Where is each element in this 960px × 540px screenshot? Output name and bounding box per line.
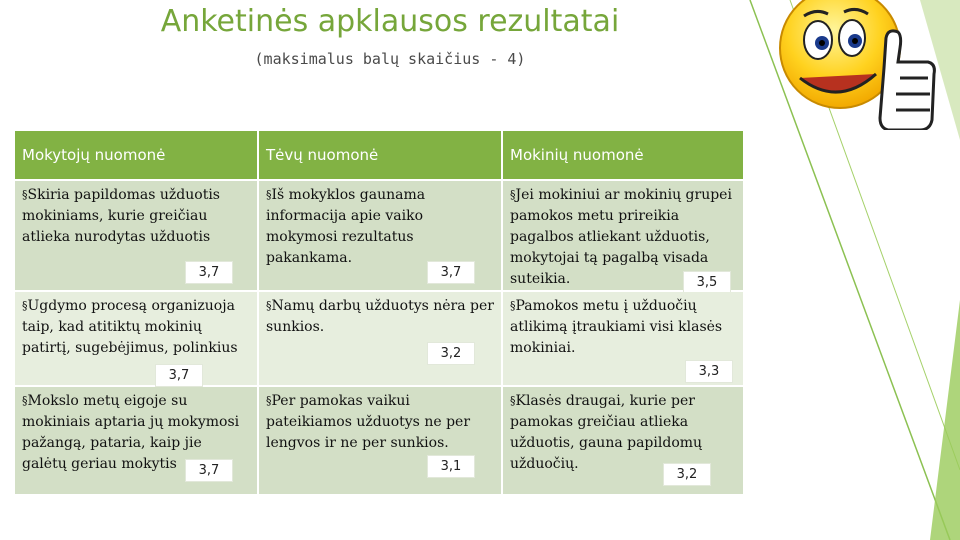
table-cell [15,181,259,292]
statement-text: Iš mokyklos gaunama informacija apie vaiko mokymosi rezultatus pakankama. [266,187,426,266]
statement-text: Namų darbų užduotys nėra per sunkios. [266,298,494,335]
table-cell [15,387,259,496]
score-badge: 3,2 [427,342,475,365]
statement-text: Per pamokas vaikui pateikiamos užduotys ne per lengvos ir ne per sunkios. [266,393,471,451]
results-table [15,131,745,496]
page-subtitle: (maksimalus balų skaičius - 4) [254,50,526,68]
bullet-icon: § [22,299,28,312]
table-cell [503,181,745,292]
bullet-icon: § [266,394,272,407]
score-badge: 3,7 [185,261,233,284]
table-cell [259,292,503,387]
bullet-icon: § [510,394,516,407]
score-badge: 3,1 [427,455,475,478]
score-badge: 3,7 [185,459,233,482]
statement-text: Mokslo metų eigoje su mokiniais aptaria jų mokymosi pažangą, pataria, kaip jie galėtų geriau mokytis [22,393,240,472]
bullet-icon: § [22,188,28,201]
score-badge: 3,2 [663,463,711,486]
column-header-students: Mokinių nuomonė [503,131,745,181]
table-cell [259,387,503,496]
statement-text: Klasės draugai, kurie per pamokas greičiau atlieka užduotis, gauna papildomų užduočių. [510,393,703,472]
bullet-icon: § [266,188,272,201]
statement-text: Ugdymo procesą organizuoja taip, kad atitiktų mokinių patirtį, sugebėjimus, polinkius [22,298,238,356]
table-cell [503,292,745,387]
bullet-icon: § [510,299,516,312]
table-cell [259,181,503,292]
bullet-icon: § [266,299,272,312]
smiley-thumbs-up-icon [778,0,950,130]
table-cell [503,387,745,496]
statement-text: Jei mokiniui ar mokinių grupei pamokos metu prireikia pagalbos atliekant užduotis, mokytojai tą pagalbą visada suteikia. [510,187,732,287]
column-header-teachers: Mokytojų nuomonė [15,131,259,181]
table-cell [15,292,259,387]
score-badge: 3,3 [685,360,733,383]
statement-text: Pamokos metu į užduočių atlikimą įtraukiami visi klasės mokiniai. [510,298,723,356]
score-badge: 3,7 [155,364,203,387]
score-badge: 3,5 [683,271,731,294]
table-row [15,181,745,292]
page-title: Anketinės apklausos rezultatai [160,4,620,39]
table-header-row [15,131,745,181]
bullet-icon: § [22,394,28,407]
bullet-icon: § [510,188,516,201]
score-badge: 3,7 [427,261,475,284]
table-row [15,387,745,496]
table-row [15,292,745,387]
column-header-parents: Tėvų nuomonė [259,131,503,181]
statement-text: Skiria papildomas užduotis mokiniams, kurie greičiau atlieka nurodytas užduotis [22,187,220,245]
